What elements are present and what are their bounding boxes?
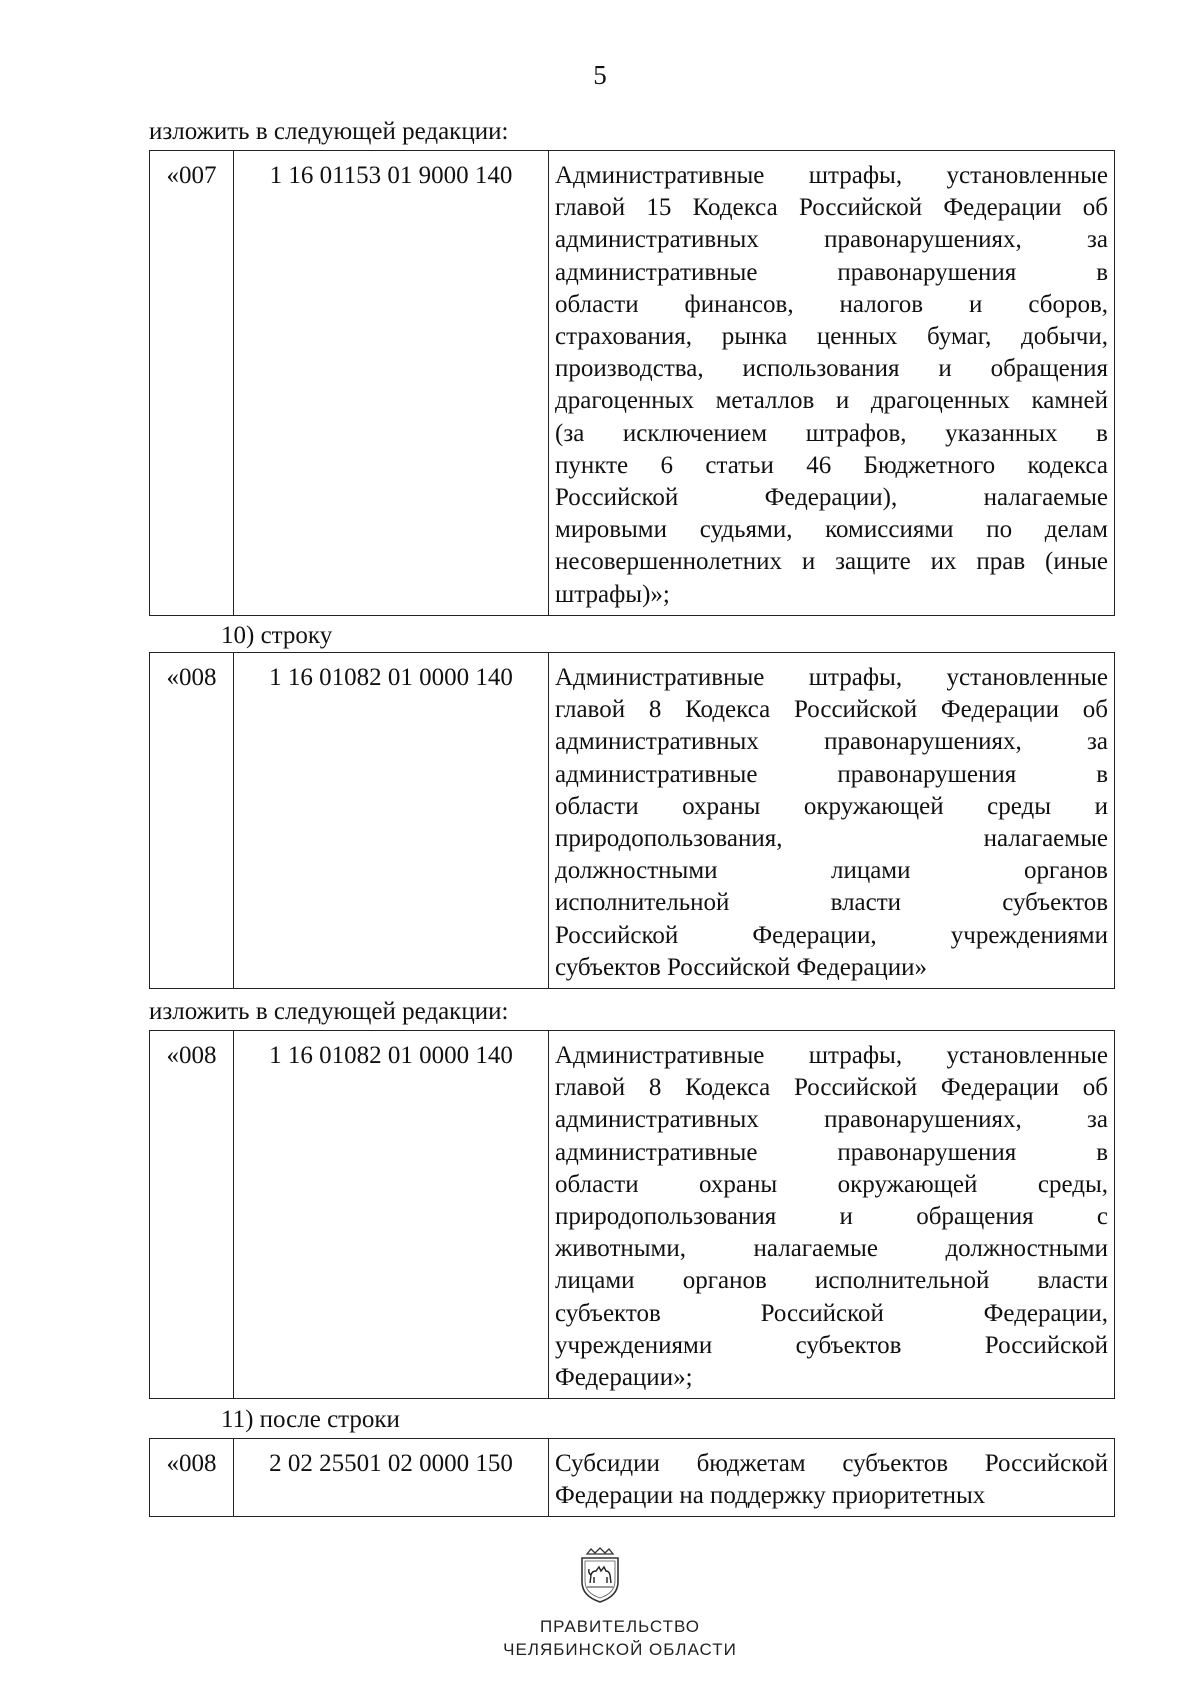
description-line: области охраны окружающей среды и — [555, 792, 1108, 820]
description-line: области охраны окружающей среды, — [555, 1170, 1108, 1198]
description-line: животными, налагаемые должностными — [555, 1235, 1108, 1263]
admin-code-cell: «008 — [150, 1031, 234, 1399]
instruction-text: 10) строку — [221, 622, 333, 649]
description-line: Российской Федерации), налагаемые — [555, 484, 1108, 512]
description-line: Административные штрафы, установленные — [555, 162, 1108, 189]
code-table — [149, 652, 1115, 989]
description-line: производства, использования и обращения — [555, 355, 1108, 383]
description-line: административные правонарушения в — [555, 258, 1108, 286]
code-table — [149, 150, 1115, 616]
description-line: учреждениями субъектов Российской — [555, 1331, 1108, 1359]
description-line: несовершеннолетних и защите их прав (иные — [555, 548, 1108, 576]
footer-org-line1: ПРАВИТЕЛЬСТВО — [539, 1617, 701, 1636]
description-line: административные правонарушения в — [555, 1138, 1108, 1166]
description-line: штрафы)»; — [555, 580, 670, 608]
description-line: природопользования и обращения с — [555, 1203, 1108, 1231]
budget-code-cell: 2 02 25501 02 0000 150 — [234, 1439, 549, 1517]
description-line: главой 8 Кодекса Российской Федерации об — [555, 696, 1108, 724]
table-row — [150, 1031, 1115, 1399]
description-line: страхования, рынка ценных бумаг, добычи, — [555, 323, 1108, 351]
description-line: Административные штрафы, установленные — [555, 664, 1108, 691]
instruction-text: изложить в следующей редакции: — [149, 118, 509, 145]
admin-code-cell: «008 — [150, 653, 234, 989]
description-line: административных правонарушениях, за — [555, 728, 1108, 756]
description-line: Административные штрафы, установленные — [555, 1042, 1108, 1069]
description-line: административные правонарушения в — [555, 760, 1108, 788]
description-line: главой 15 Кодекса Российской Федерации об — [555, 194, 1108, 222]
description-cell — [549, 653, 1115, 989]
description-line: Федерации на поддержку приоритетных — [555, 1482, 986, 1510]
description-line: должностными лицами органов — [555, 857, 1108, 885]
code-table — [149, 1438, 1115, 1517]
table-row — [150, 1439, 1115, 1517]
description-line: Субсидии бюджетам субъектов Российской — [555, 1450, 1108, 1477]
description-line: природопользования, налагаемые — [555, 825, 1108, 853]
table-row — [150, 151, 1115, 616]
description-line: административных правонарушениях, за — [555, 226, 1108, 254]
description-line: субъектов Российской Федерации» — [555, 953, 928, 981]
description-line: пункте 6 статьи 46 Бюджетного кодекса — [555, 451, 1108, 479]
description-line: области финансов, налогов и сборов, — [555, 290, 1108, 318]
instruction-text: изложить в следующей редакции: — [149, 998, 509, 1025]
description-line: административных правонарушениях, за — [555, 1106, 1108, 1134]
description-cell — [549, 151, 1115, 616]
description-line: субъектов Российской Федерации, — [555, 1299, 1108, 1327]
footer-org-line2: ЧЕЛЯБИНСКОЙ ОБЛАСТИ — [503, 1640, 737, 1659]
description-line: мировыми судьями, комиссиями по делам — [555, 516, 1108, 544]
description-line: главой 8 Кодекса Российской Федерации об — [555, 1074, 1108, 1102]
description-cell — [549, 1439, 1115, 1517]
description-line: Российской Федерации, учреждениями — [555, 921, 1108, 949]
page-number: 5 — [593, 60, 607, 90]
budget-code-cell: 1 16 01082 01 0000 140 — [234, 1031, 549, 1399]
instruction-text: 11) после строки — [221, 1406, 400, 1433]
table-row — [150, 653, 1115, 989]
code-table — [149, 1030, 1115, 1399]
description-line: Федерации»; — [555, 1364, 693, 1392]
admin-code-cell: «007 — [150, 151, 234, 616]
description-line: исполнительной власти субъектов — [555, 889, 1108, 917]
admin-code-cell: «008 — [150, 1439, 234, 1517]
description-line: лицами органов исполнительной власти — [555, 1267, 1108, 1295]
description-line: драгоценных металлов и драгоценных камней — [555, 387, 1108, 415]
description-cell — [549, 1031, 1115, 1399]
budget-code-cell: 1 16 01153 01 9000 140 — [234, 151, 549, 616]
chelyabinsk-coat-of-arms-icon — [577, 1546, 623, 1604]
description-line: (за исключением штрафов, указанных в — [555, 419, 1108, 447]
budget-code-cell: 1 16 01082 01 0000 140 — [234, 653, 549, 989]
